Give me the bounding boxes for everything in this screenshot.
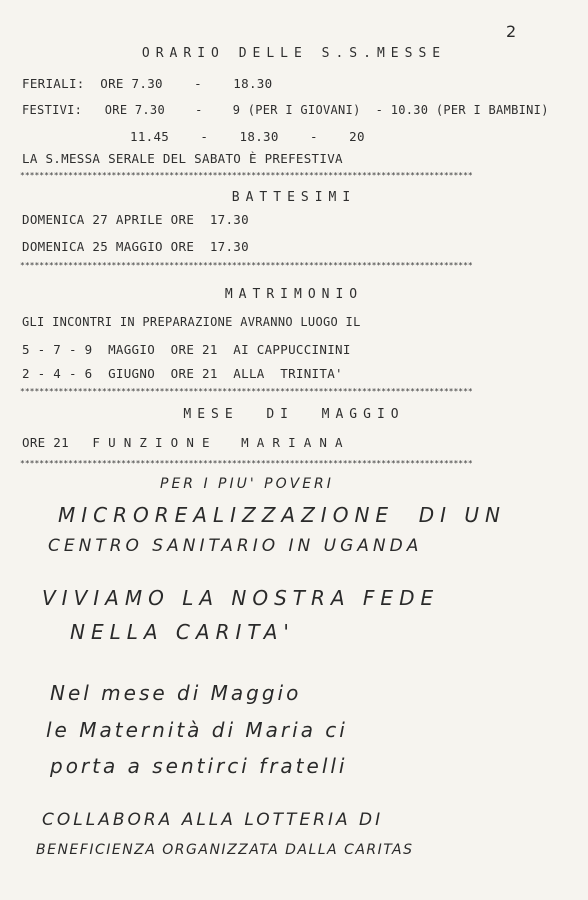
handwritten-line-6: Nel mese di Maggio — [50, 681, 302, 705]
battesimi-line-1: DOMENICA 27 APRILE ORE 17.30 — [22, 212, 249, 227]
page-number: 2 — [506, 22, 517, 41]
maggio-line-1: ORE 21 F U N Z I O N E M A R I A N A — [22, 435, 343, 450]
separator-4: ********************************************************************************************** — [20, 460, 473, 468]
separator-3: ********************************************************************************************** — [20, 388, 473, 396]
separator-2: ********************************************************************************************** — [20, 262, 473, 270]
handwritten-line-1: PER I PIU' POVERI — [160, 476, 334, 492]
battesimi-line-2: DOMENICA 25 MAGGIO ORE 17.30 — [22, 239, 249, 254]
feriali-line: FERIALI: ORE 7.30 - 18.30 — [22, 76, 273, 91]
matrimonio-title: MATRIMONIO — [224, 287, 364, 302]
handwritten-line-2: MICROREALIZZAZIONE DI UN — [58, 503, 507, 527]
matrimonio-line-3: 2 - 4 - 6 GIUGNO ORE 21 ALLA TRINITA' — [22, 366, 343, 381]
separator-1: ********************************************************************************************** — [20, 172, 473, 180]
handwritten-line-5: NELLA CARITA' — [70, 620, 295, 644]
handwritten-line-9: COLLABORA ALLA LOTTERIA DI — [42, 810, 384, 830]
festivi-line: FESTIVI: ORE 7.30 - 9 (PER I GIOVANI) - 10.30 (PER I BAMBINI) — [22, 103, 549, 117]
handwritten-line-3: CENTRO SANITARIO IN UGANDA — [48, 536, 423, 556]
handwritten-line-4: VIVIAMO LA NOSTRA FEDE — [42, 586, 440, 610]
matrimonio-line-1: GLI INCONTRI IN PREPARAZIONE AVRANNO LUOGO IL — [22, 315, 361, 329]
battesimi-title: BATTESIMI — [231, 190, 357, 205]
festivi-continued-line: 11.45 - 18.30 - 20 — [130, 129, 365, 144]
orario-title: ORARIO DELLE S.S.MESSE — [141, 46, 447, 61]
prefestiva-note: LA S.MESSA SERALE DEL SABATO È PREFESTIVA — [22, 151, 343, 166]
matrimonio-line-2: 5 - 7 - 9 MAGGIO ORE 21 AI CAPPUCCININI — [22, 342, 351, 357]
handwritten-line-7: le Maternità di Maria ci — [46, 718, 348, 742]
handwritten-line-8: porta a sentirci fratelli — [50, 754, 348, 778]
handwritten-line-10: BENEFICIENZA ORGANIZZATA DALLA CARITAS — [36, 842, 414, 858]
maggio-title: MESE DI MAGGIO — [183, 407, 405, 422]
